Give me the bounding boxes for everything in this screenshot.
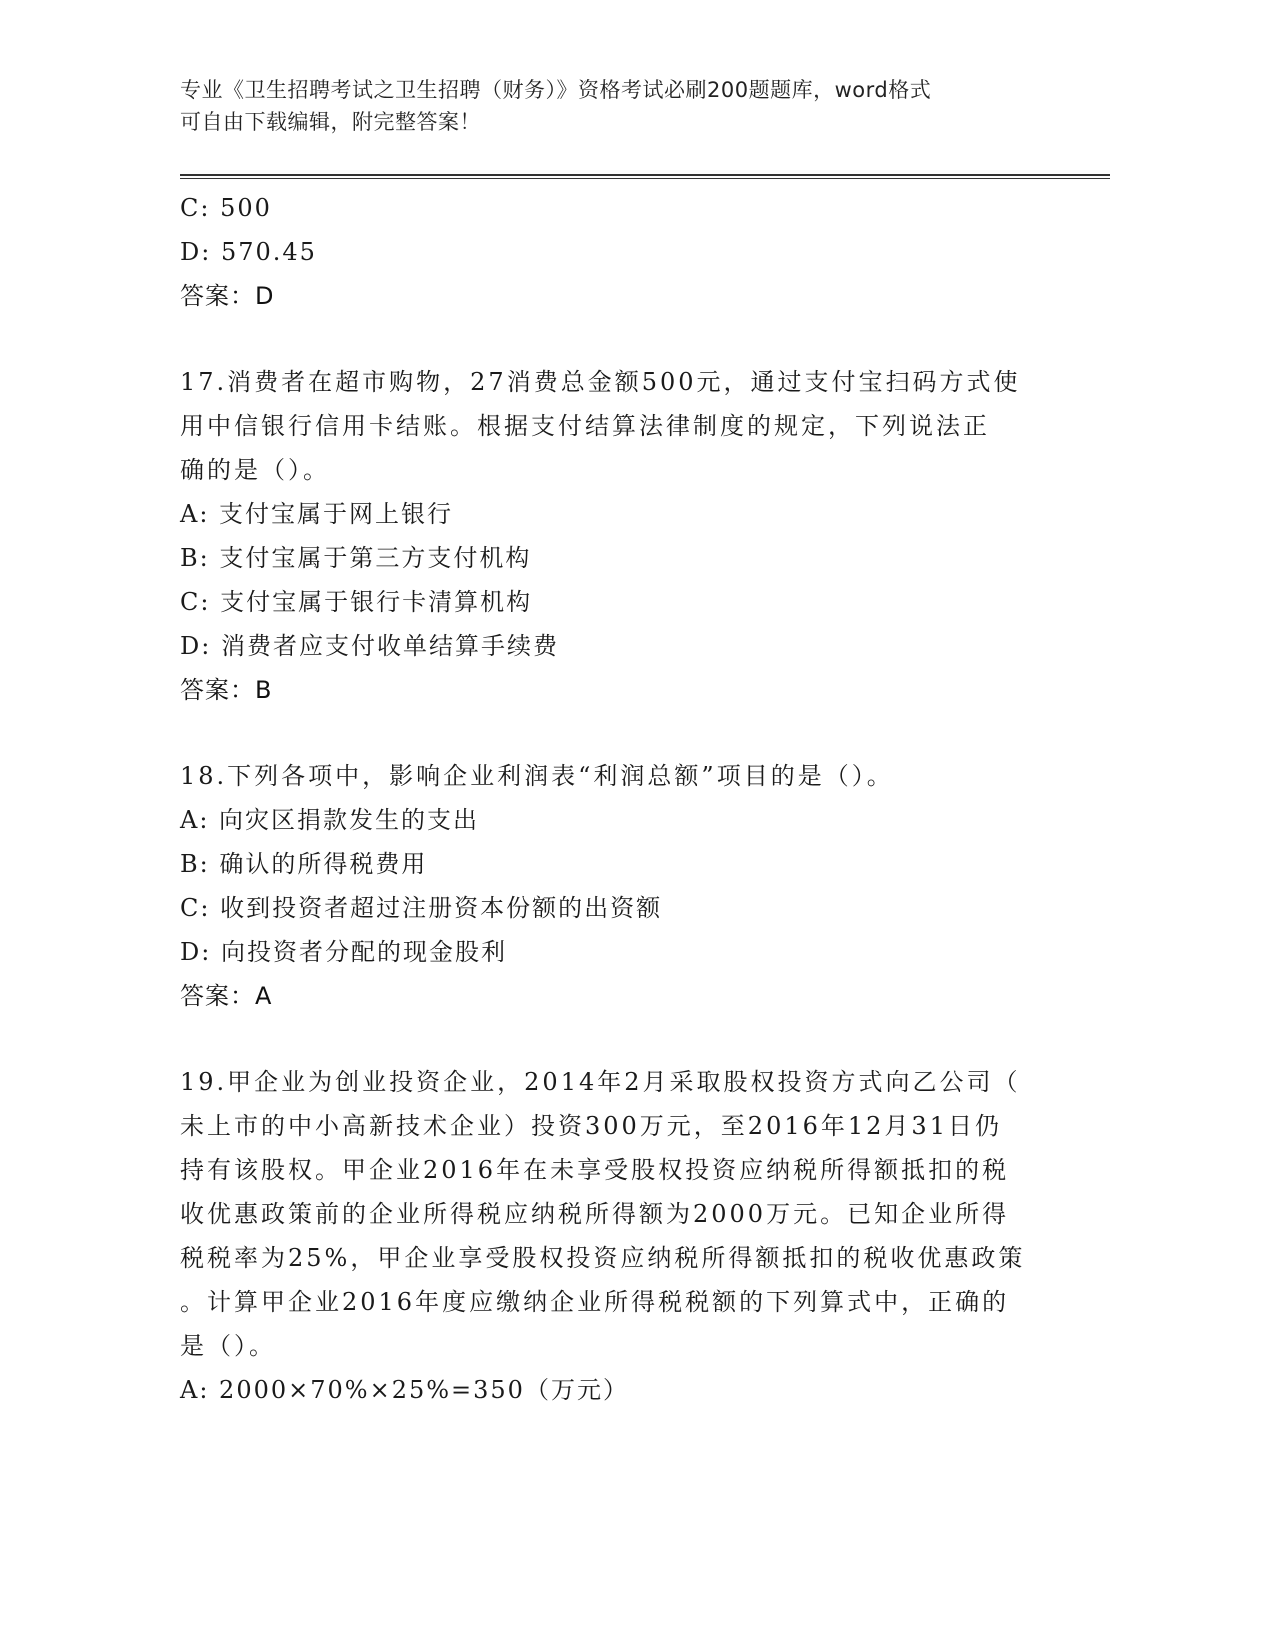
option-d: D: 570.45: [180, 238, 317, 266]
option-a: A: 支付宝属于网上银行: [180, 500, 454, 528]
question-17: [180, 360, 1060, 712]
option-a: A: 向灾区捐款发生的支出: [180, 806, 480, 834]
question-19: [180, 1060, 1060, 1412]
stem-line: 用中信银行信用卡结账。根据支付结算法律制度的规定，下列说法正: [180, 412, 990, 440]
stem-line: 18.下列各项中，影响企业利润表“利润总额”项目的是（）。: [180, 762, 894, 790]
stem-line: 是（）。: [180, 1332, 276, 1360]
option-c: C: 收到投资者超过注册资本份额的出资额: [180, 894, 663, 922]
stem-line: 19.甲企业为创业投资企业，2014年2月采取股权投资方式向乙公司（: [180, 1068, 1021, 1096]
header-title-line-1: 专业《卫生招聘考试之卫生招聘（财务）》资格考试必刷200题题库，word格式: [180, 78, 932, 102]
question-content: [180, 186, 1060, 1412]
stem-line: 17.消费者在超市购物，27消费总金额500元，通过支付宝扫码方式使: [180, 368, 1021, 396]
option-b: B: 确认的所得税费用: [180, 850, 428, 878]
option-b: B: 支付宝属于第三方支付机构: [180, 544, 532, 572]
question-18: [180, 754, 1060, 1018]
header-title-line-2: 可自由下载编辑，附完整答案！: [180, 110, 481, 134]
prev-question-tail: [180, 186, 1060, 318]
stem-line: 税税率为25%，甲企业享受股权投资应纳税所得额抵扣的税收优惠政策: [180, 1244, 1026, 1272]
page-header: [180, 74, 1060, 138]
question-stem: [180, 360, 1060, 492]
answer-line: 答案：A: [180, 982, 273, 1010]
stem-line: 。计算甲企业2016年度应缴纳企业所得税税额的下列算式中，正确的: [180, 1288, 1010, 1316]
question-stem: [180, 1060, 1060, 1368]
header-divider: [180, 174, 1110, 179]
option-c: C: 500: [180, 194, 272, 222]
stem-line: 确的是（）。: [180, 456, 330, 484]
answer-line: 答案：D: [180, 282, 275, 310]
stem-line: 持有该股权。甲企业2016年在未享受股权投资应纳税所得额抵扣的税: [180, 1156, 1010, 1184]
answer-line: 答案：B: [180, 676, 273, 704]
option-c: C: 支付宝属于银行卡清算机构: [180, 588, 533, 616]
question-stem: [180, 754, 1060, 798]
stem-line: 收优惠政策前的企业所得税应纳税所得额为2000万元。已知企业所得: [180, 1200, 1010, 1228]
option-d: D: 消费者应支付收单结算手续费: [180, 632, 559, 660]
option-a: A: 2000×70%×25%=350（万元）: [180, 1376, 629, 1404]
option-d: D: 向投资者分配的现金股利: [180, 938, 507, 966]
stem-line: 未上市的中小高新技术企业）投资300万元，至2016年12月31日仍: [180, 1112, 1002, 1140]
